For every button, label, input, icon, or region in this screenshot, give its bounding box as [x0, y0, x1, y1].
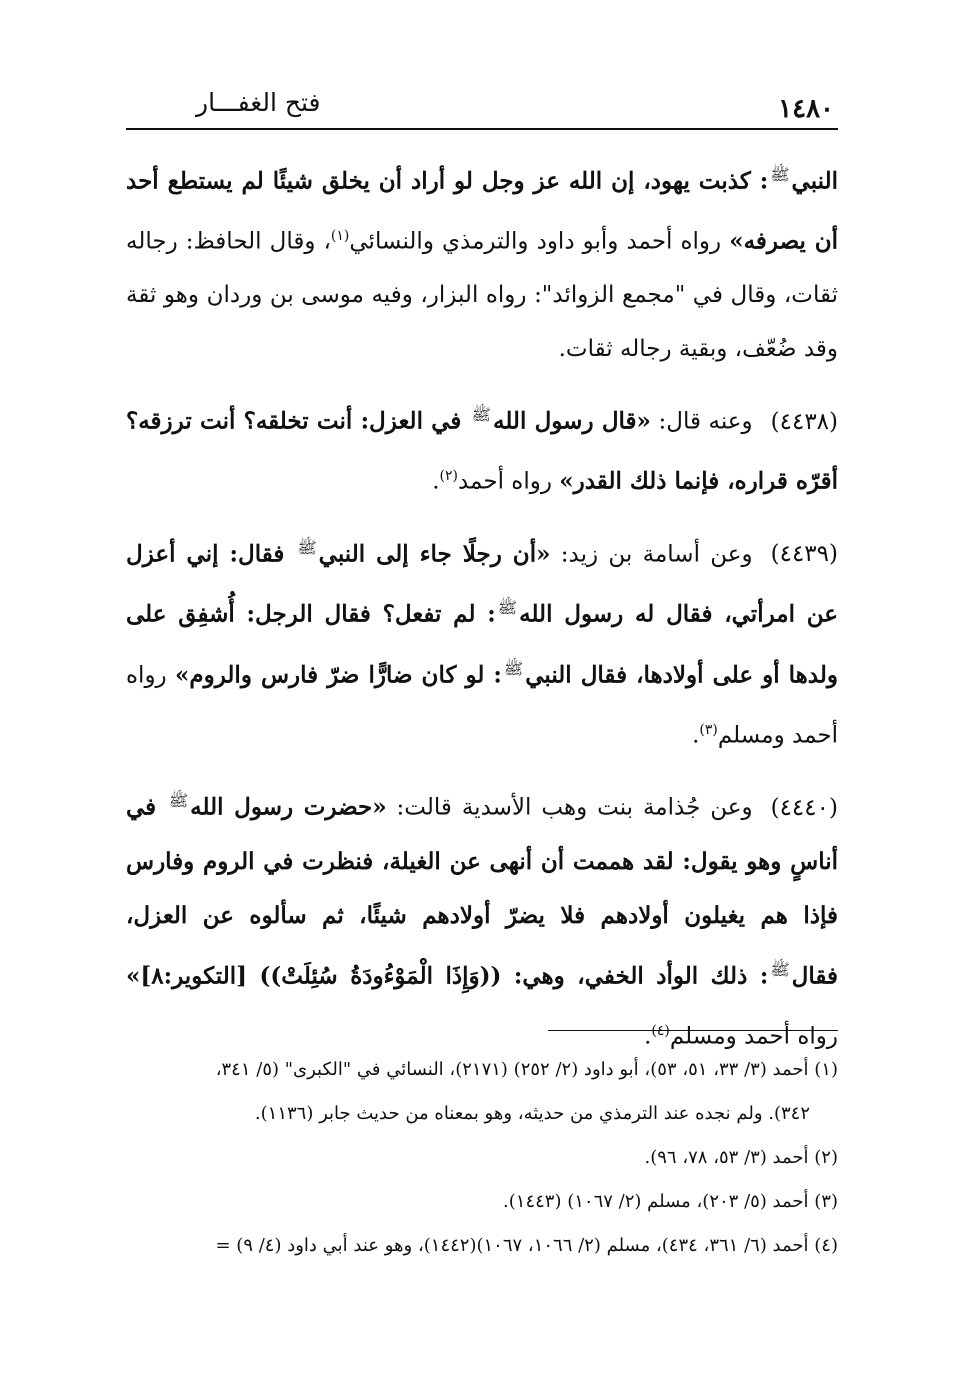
page-number: ١٤٨٠ — [778, 94, 834, 124]
text-bold: : لم تفعل؟ فقال الرجل: أُشفِق على ولدها أو على أولادها، فقال النبي — [126, 600, 838, 689]
footnote-divider — [548, 1030, 838, 1031]
hadith-4438 — [126, 388, 838, 508]
footnotes — [126, 1048, 838, 1268]
text: رواه أحمد وأبو داود والترمذي والنسائي — [349, 228, 730, 255]
honorific-symbol: ﷺ — [770, 165, 790, 184]
footnote-2: (٢) أحمد (٣/ ٥٣، ٧٨، ٩٦). — [644, 1147, 838, 1168]
hadith-number: (٤٤٤٠) — [770, 794, 838, 821]
hadith-4440 — [126, 774, 838, 1063]
text: رواه أحمد ومسلم — [669, 1023, 838, 1050]
hadith-4439 — [126, 521, 838, 763]
honorific-symbol: ﷺ — [770, 959, 790, 979]
footnote-ref: (٣) — [699, 721, 718, 738]
text-bold: فقال: إني أعزل عن امرأتي، فقال له رسول الله — [126, 540, 839, 628]
text-bold: «أن رجلًا جاء إلى النبي — [318, 540, 551, 568]
text: وعنه قال: — [650, 408, 753, 435]
hadith-number: (٤٤٣٨) — [770, 408, 839, 435]
text-bold: : ذلك الوأد الخفي، وهي: ((وَإِذَا الْمَوْءُودَةُ سُئِلَتْ)) [التكوير:٨]» — [126, 962, 769, 990]
page — [126, 84, 838, 1314]
paragraph-continuation — [126, 148, 838, 376]
text-bold: «قال رسول الله — [492, 407, 651, 435]
text: وعن أسامة بن زيد: — [550, 541, 753, 568]
text-bold: «حضرت رسول الله — [190, 793, 387, 821]
text: ، وقال الحافظ: رجاله ثقات، وقال في "مجمع الزوائد": رواه البزار، وفيه موسى بن وردان وهو ثقة وقد ضُعّف، وبقية رجاله ثقات. — [126, 228, 838, 363]
body-text — [126, 148, 838, 1075]
text-bold: : كذبت يهود، إن الله عز وجل لو أراد أن يخلق شيئًا لم يستطع أحد أن يصرفه» — [126, 167, 838, 255]
text: رواه أحمد — [457, 468, 560, 495]
footnote-1: (١) أحمد (٣/ ٣٣، ٥١، ٥٣)، أبو داود (٢/ ٢٥٢) (٢١٧١)، النسائي في "الكبرى" (٥/ ٣٤١، — [215, 1059, 838, 1080]
honorific-symbol: ﷺ — [497, 598, 518, 618]
text-bold: النبي — [791, 167, 838, 195]
text: . — [644, 1023, 652, 1050]
honorific-symbol: ﷺ — [297, 537, 317, 557]
page-header — [126, 84, 838, 130]
book-title: فتح الغفـــار — [196, 88, 321, 117]
footnote-ref: (٤) — [651, 1022, 670, 1039]
honorific-symbol: ﷺ — [503, 658, 524, 678]
text: . — [692, 722, 700, 749]
honorific-symbol: ﷺ — [168, 791, 189, 811]
footnote-4: (٤) أحمد (٦/ ٣٦١، ٤٣٤)، مسلم (٢/ ١٠٦٦، ١٠٦٧)(١٤٤٢)، وهو عند أبي داود (٤/ ٩) = — [215, 1235, 838, 1256]
footnote-ref: (٢) — [439, 467, 458, 484]
text: رواه أحمد ومسلم — [126, 662, 838, 749]
footnote-3: (٣) أحمد (٥/ ٢٠٣)، مسلم (٢/ ١٠٦٧) (١٤٤٣). — [503, 1191, 838, 1212]
text-bold: في العزل: أنت تخلقه؟ أنت ترزقه؟ أقرّه قراره، فإنما ذلك القدر» — [126, 407, 838, 495]
footnote-1-continuation: ٣٤٢). ولم نجده عند الترمذي من حديثه، وهو بمعناه من حديث جابر (١١٣٦). — [254, 1103, 810, 1124]
hadith-number: (٤٤٣٩) — [770, 541, 838, 568]
text-bold: : لو كان ضارًّا ضرّ فارس والروم» — [175, 661, 502, 689]
footnote-ref: (١) — [330, 227, 350, 244]
honorific-symbol: ﷺ — [471, 405, 491, 425]
text: . — [432, 468, 440, 495]
text-bold: في أناسٍ وهو يقول: لقد هممت أن أنهى عن الغيلة، فنظرت في الروم وفارس فإذا هم يغيلون أولادهم فلا يضرّ أولادهم شيئًا، ثم سألوه عن العزل، فقال — [126, 793, 838, 990]
text: وعن جُذامة بنت وهب الأسدية قالت: — [386, 794, 753, 821]
